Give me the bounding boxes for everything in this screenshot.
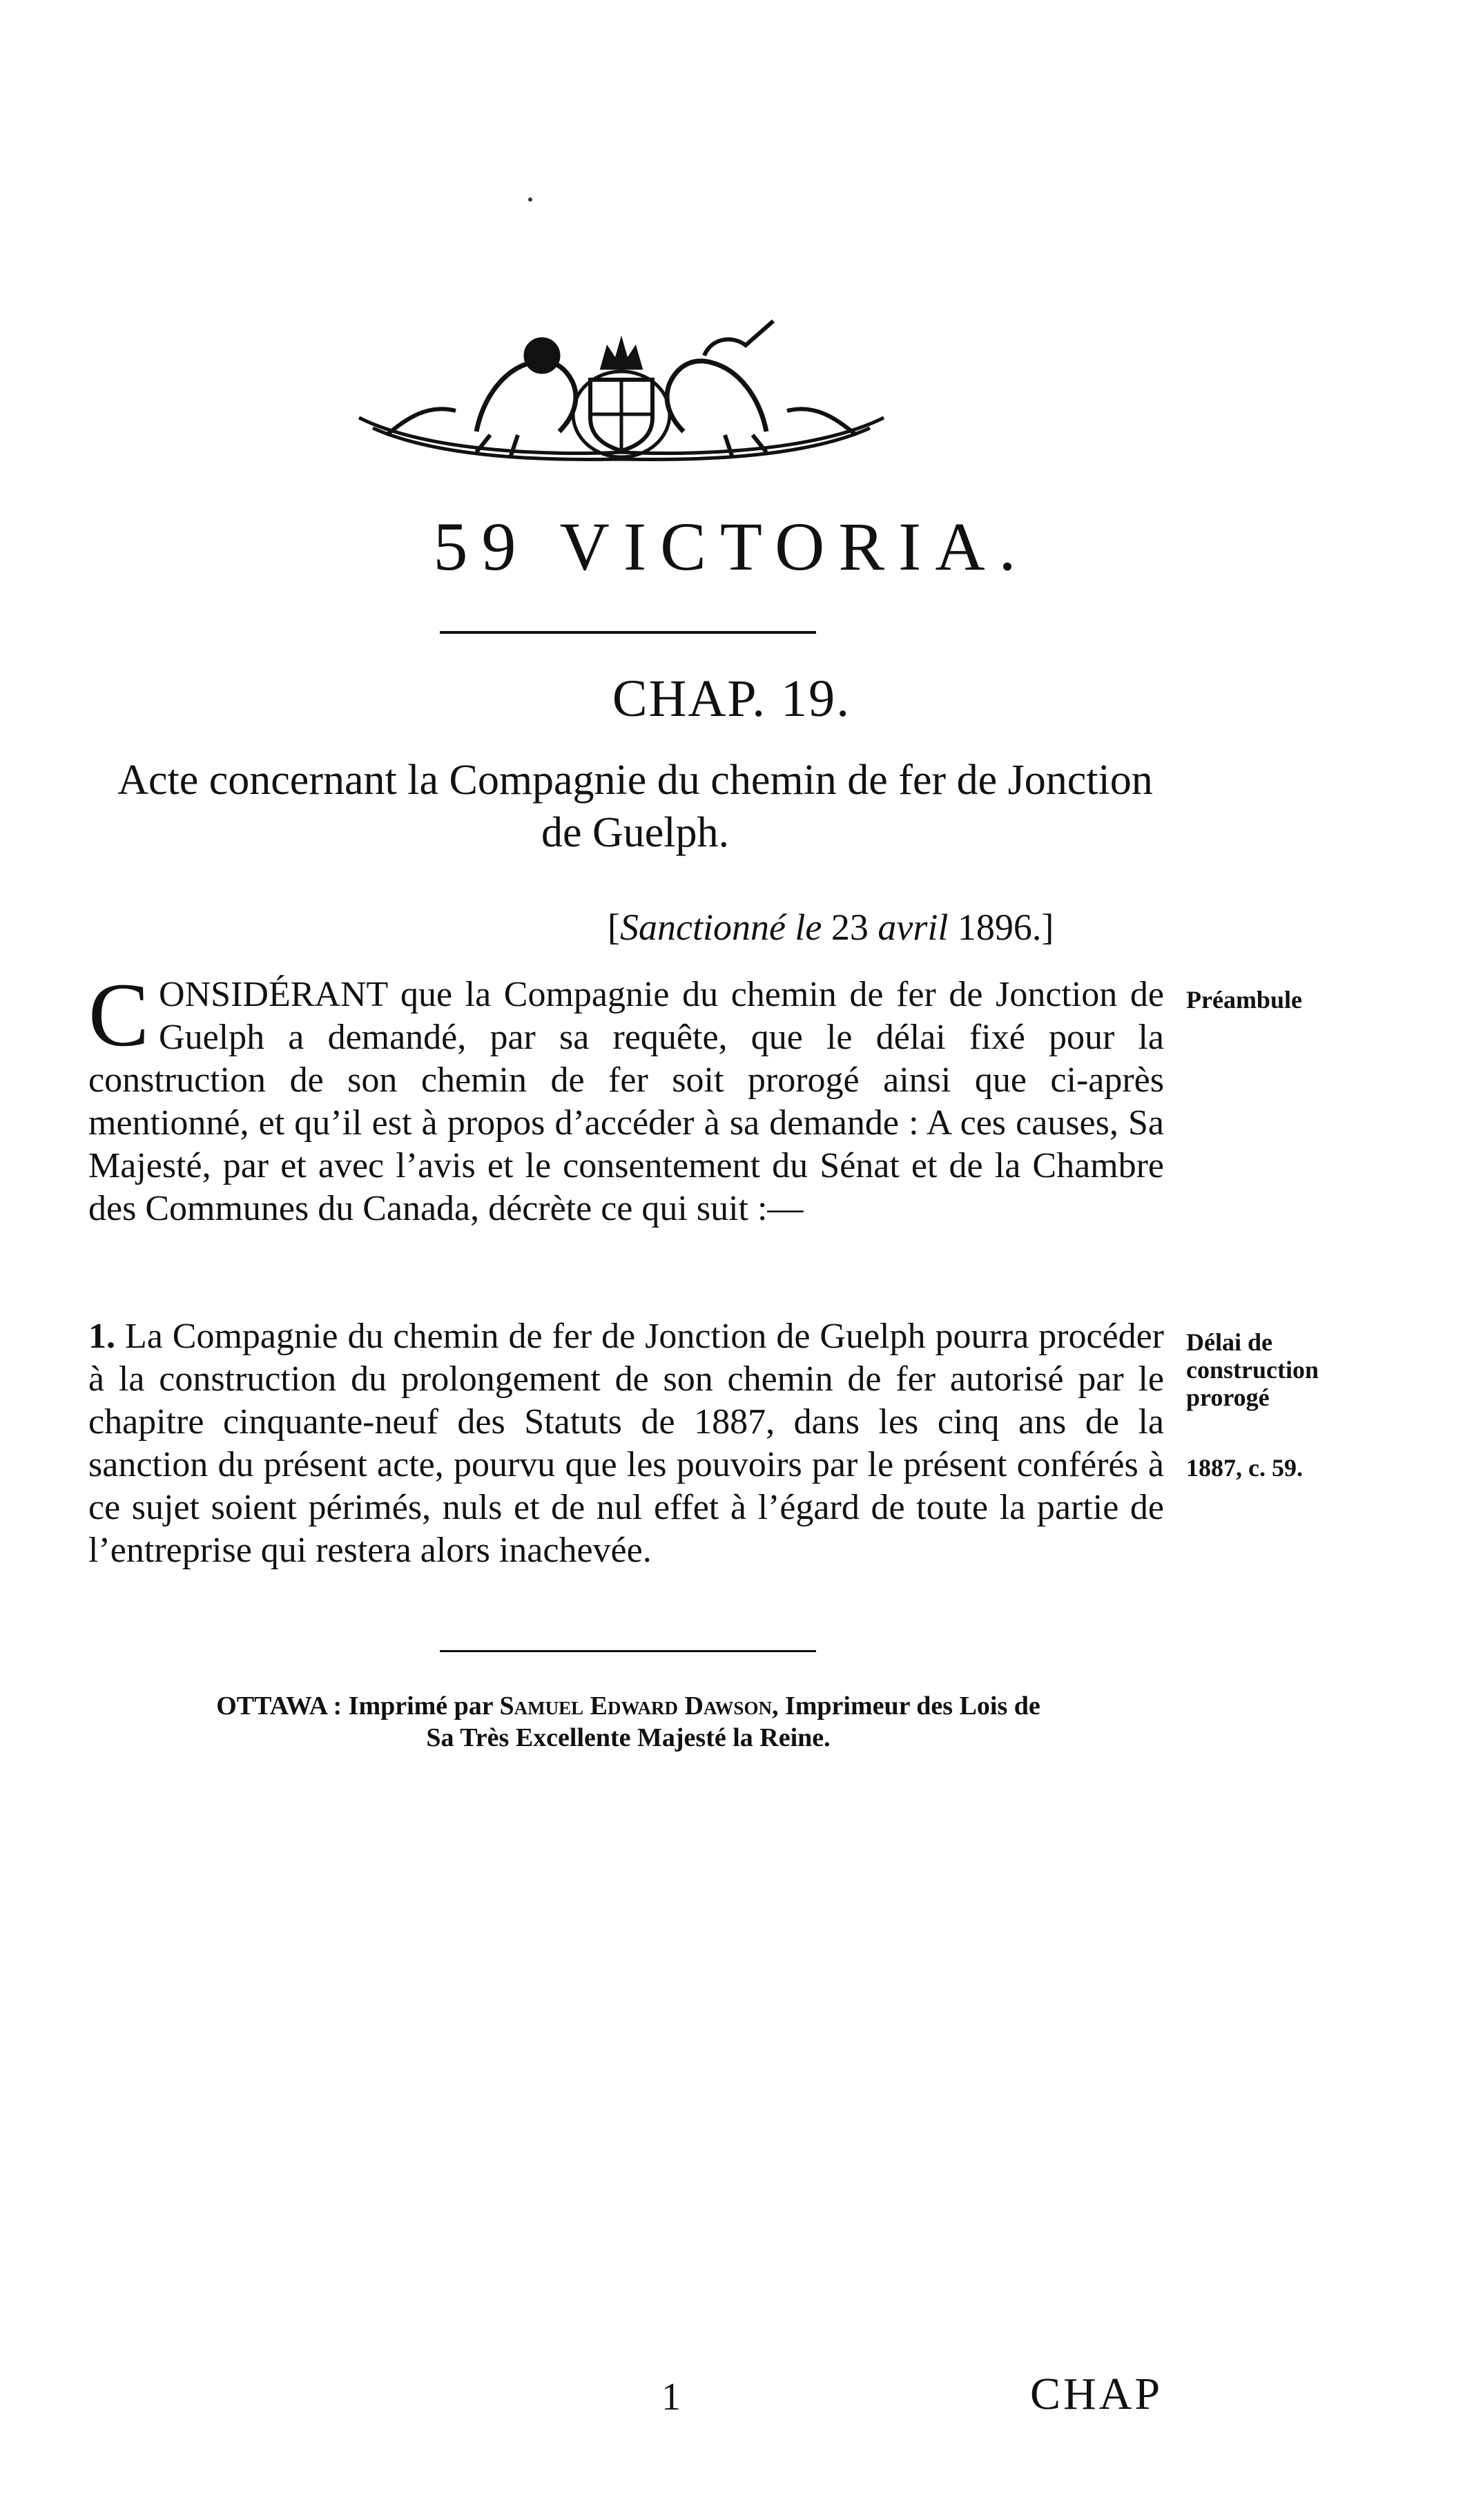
assent-open: [ bbox=[608, 907, 620, 948]
marginal-note-preamble: Préambule bbox=[1186, 986, 1302, 1014]
assent-year: 1896.] bbox=[948, 907, 1054, 948]
imprint-printed-by: Imprimé par bbox=[348, 1692, 500, 1721]
preamble-lead: ONSIDÉRANT bbox=[159, 975, 388, 1014]
chapter-number: CHAP. 19. bbox=[612, 670, 851, 728]
coat-of-arms-emblem bbox=[345, 314, 898, 463]
imprint-place: OTTAWA : bbox=[216, 1692, 349, 1721]
assent-date bbox=[608, 903, 1054, 951]
marginal-note-statute: 1887, c. 59. bbox=[1186, 1454, 1303, 1482]
assent-label: Sanctionné le bbox=[619, 907, 822, 948]
imprint-line-2: Sa Très Excellente Majesté la Reine. bbox=[426, 1723, 831, 1752]
printer-name: Samuel Edward Dawson bbox=[499, 1692, 772, 1721]
regnal-year: 59 VICTORIA. bbox=[433, 508, 1030, 585]
section-1-paragraph bbox=[88, 1315, 1164, 1572]
bottom-divider bbox=[440, 1650, 816, 1652]
preamble-text: que la Compagnie du chemin de fer de Jonction de Guelph a demandé, par sa requête, que le délai fixé pour la construction de son chemin de fer soit prorogé ainsi que ci-après mentionné, et qu’il est à propos d’accéder à sa demande : A ces causes, Sa Majesté, par et avec l’avis et le consentement du Sénat et de la Chambre des Communes du Canada, décrète ce qui suit :— bbox=[88, 975, 1164, 1228]
act-title: Acte concernant la Compagnie du chemin de fer de Jonction de Guelph. bbox=[117, 757, 1153, 856]
section-1-text: La Compagnie du chemin de fer de Jonction de Guelph pourra procéder à la construction du prolongement de son chemin de fer autorisé par le chapitre cinquante-neuf des Statuts de 1887, dans les cinq ans de la sanction du présent acte, pourvu que les pouvoirs par le présent conférés à ce sujet soient périmés, nuls et de nul effet à l’égard de toute la partie de l’entreprise qui restera alors inachevée. bbox=[88, 1317, 1164, 1570]
stray-dot bbox=[528, 197, 532, 202]
section-number: 1. bbox=[88, 1317, 115, 1356]
top-divider bbox=[440, 631, 816, 634]
printer-title: , Imprimeur des Lois de bbox=[771, 1692, 1040, 1721]
preamble-paragraph bbox=[88, 964, 1164, 1230]
page-signature-mark: 1 bbox=[661, 2376, 681, 2419]
imprint-line-1 bbox=[83, 1690, 1174, 1722]
assent-day: 23 bbox=[822, 907, 878, 948]
marginal-note-delay: Délai de construction prorogé bbox=[1186, 1328, 1319, 1411]
printer-imprint bbox=[83, 1690, 1174, 1754]
catchword: CHAP bbox=[1030, 2369, 1163, 2419]
assent-month: avril bbox=[878, 907, 949, 948]
preamble-dropcap: C bbox=[88, 964, 150, 1065]
